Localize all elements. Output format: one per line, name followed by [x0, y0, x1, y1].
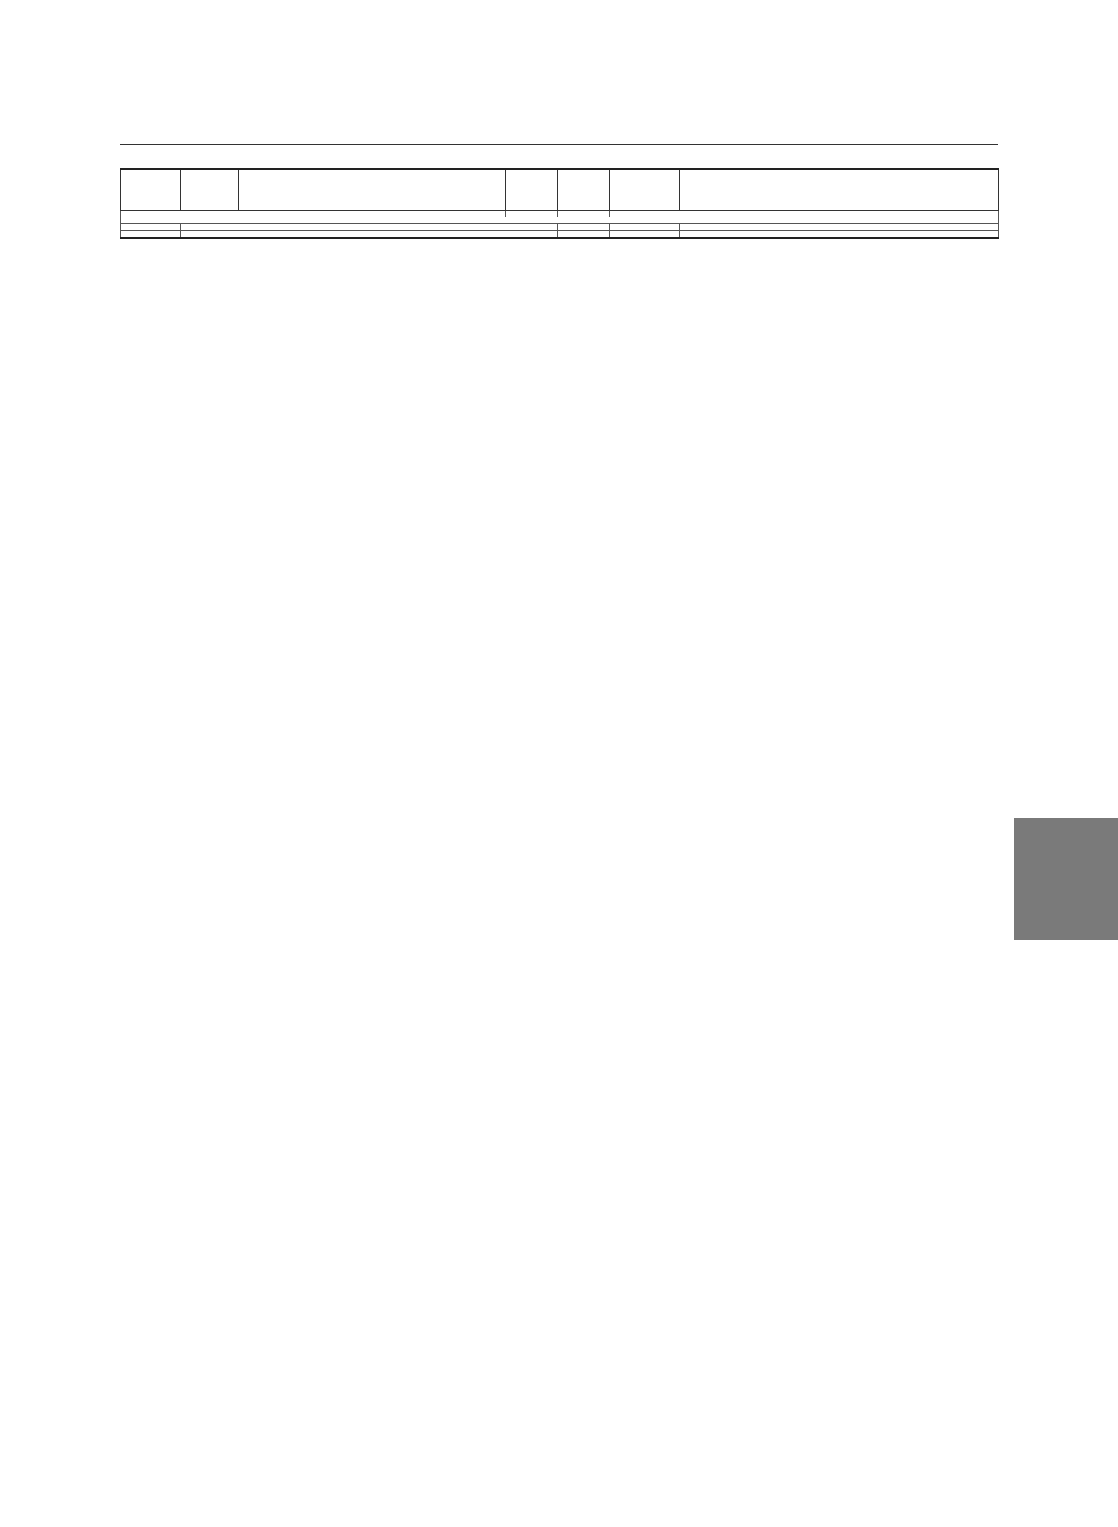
section-side-tab [1014, 818, 1118, 940]
header-major-code [181, 169, 239, 211]
group-count [558, 231, 610, 239]
group-count [558, 224, 610, 231]
group-label [181, 231, 558, 239]
table-header-row [121, 169, 999, 211]
admission-plan-table [120, 168, 999, 239]
group-999 [121, 224, 999, 231]
header-major-name [239, 169, 506, 211]
group-500 [121, 231, 999, 239]
header-note [680, 169, 999, 211]
header-plan-count [558, 169, 610, 211]
header-rule [120, 144, 998, 145]
group-label [181, 224, 558, 231]
header-duration [506, 169, 558, 211]
header-fee [610, 169, 680, 211]
group-row-500 [121, 231, 999, 239]
header-school-code [121, 169, 181, 211]
group-school-code [121, 231, 181, 239]
group-school-code [121, 224, 181, 231]
group-row-999 [121, 224, 999, 231]
school-block [121, 211, 999, 224]
